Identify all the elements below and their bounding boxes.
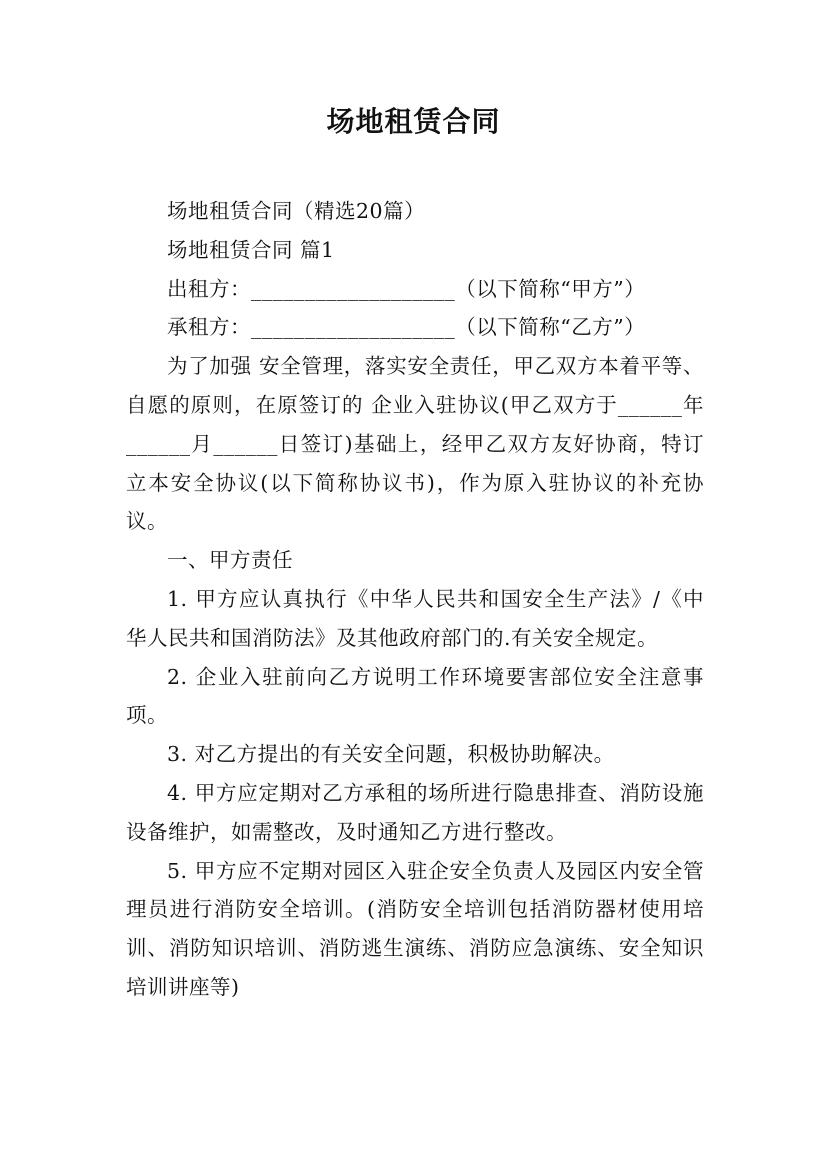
paragraph-section-heading: 场地租赁合同 篇1 [167,237,335,262]
paragraph-subtitle: 场地租赁合同（精选20篇） [167,199,426,223]
paragraph-preamble: 为了加强 安全管理，落实安全责任，甲乙双方本着平等、自愿的原则，在原签订的 企业入驻协议(甲乙双方于______年______月______日签订)基础上，经甲乙双方友好协商，特订立本安全协议(以下简称协议书)，作为原入驻协议的补充协议。 [126,354,704,534]
paragraph-item-5: 5. 甲方应不定期对园区入驻企安全负责人及园区内安全管理员进行消防安全培训。(消防安全培训包括消防器材使用培训、消防知识培训、消防逃生演练、消防应急演练、安全知识培训讲座等) [126,858,704,999]
paragraph-lessee: 承租方：___________________（以下简称“乙方”） [167,315,646,340]
document-title: 场地租赁合同 [326,105,501,138]
paragraph-lessor: 出租方：___________________（以下简称“甲方”） [167,276,646,301]
paragraph-item-1: 1. 甲方应认真执行《中华人民共和国安全生产法》/《中华人民共和国消防法》及其他政府部门的.有关安全规定。 [126,586,704,650]
paragraph-item-3: 3. 对乙方提出的有关安全问题，积极协助解决。 [167,742,615,767]
paragraph-party-a-heading: 一、甲方责任 [167,548,293,573]
paragraph-item-4: 4. 甲方应定期对乙方承租的场所进行隐患排查、消防设施设备维护，如需整改，及时通知乙方进行整改。 [126,780,704,844]
paragraph-item-2: 2. 企业入驻前向乙方说明工作环境要害部位安全注意事项。 [126,664,704,728]
document-body [126,192,704,1007]
